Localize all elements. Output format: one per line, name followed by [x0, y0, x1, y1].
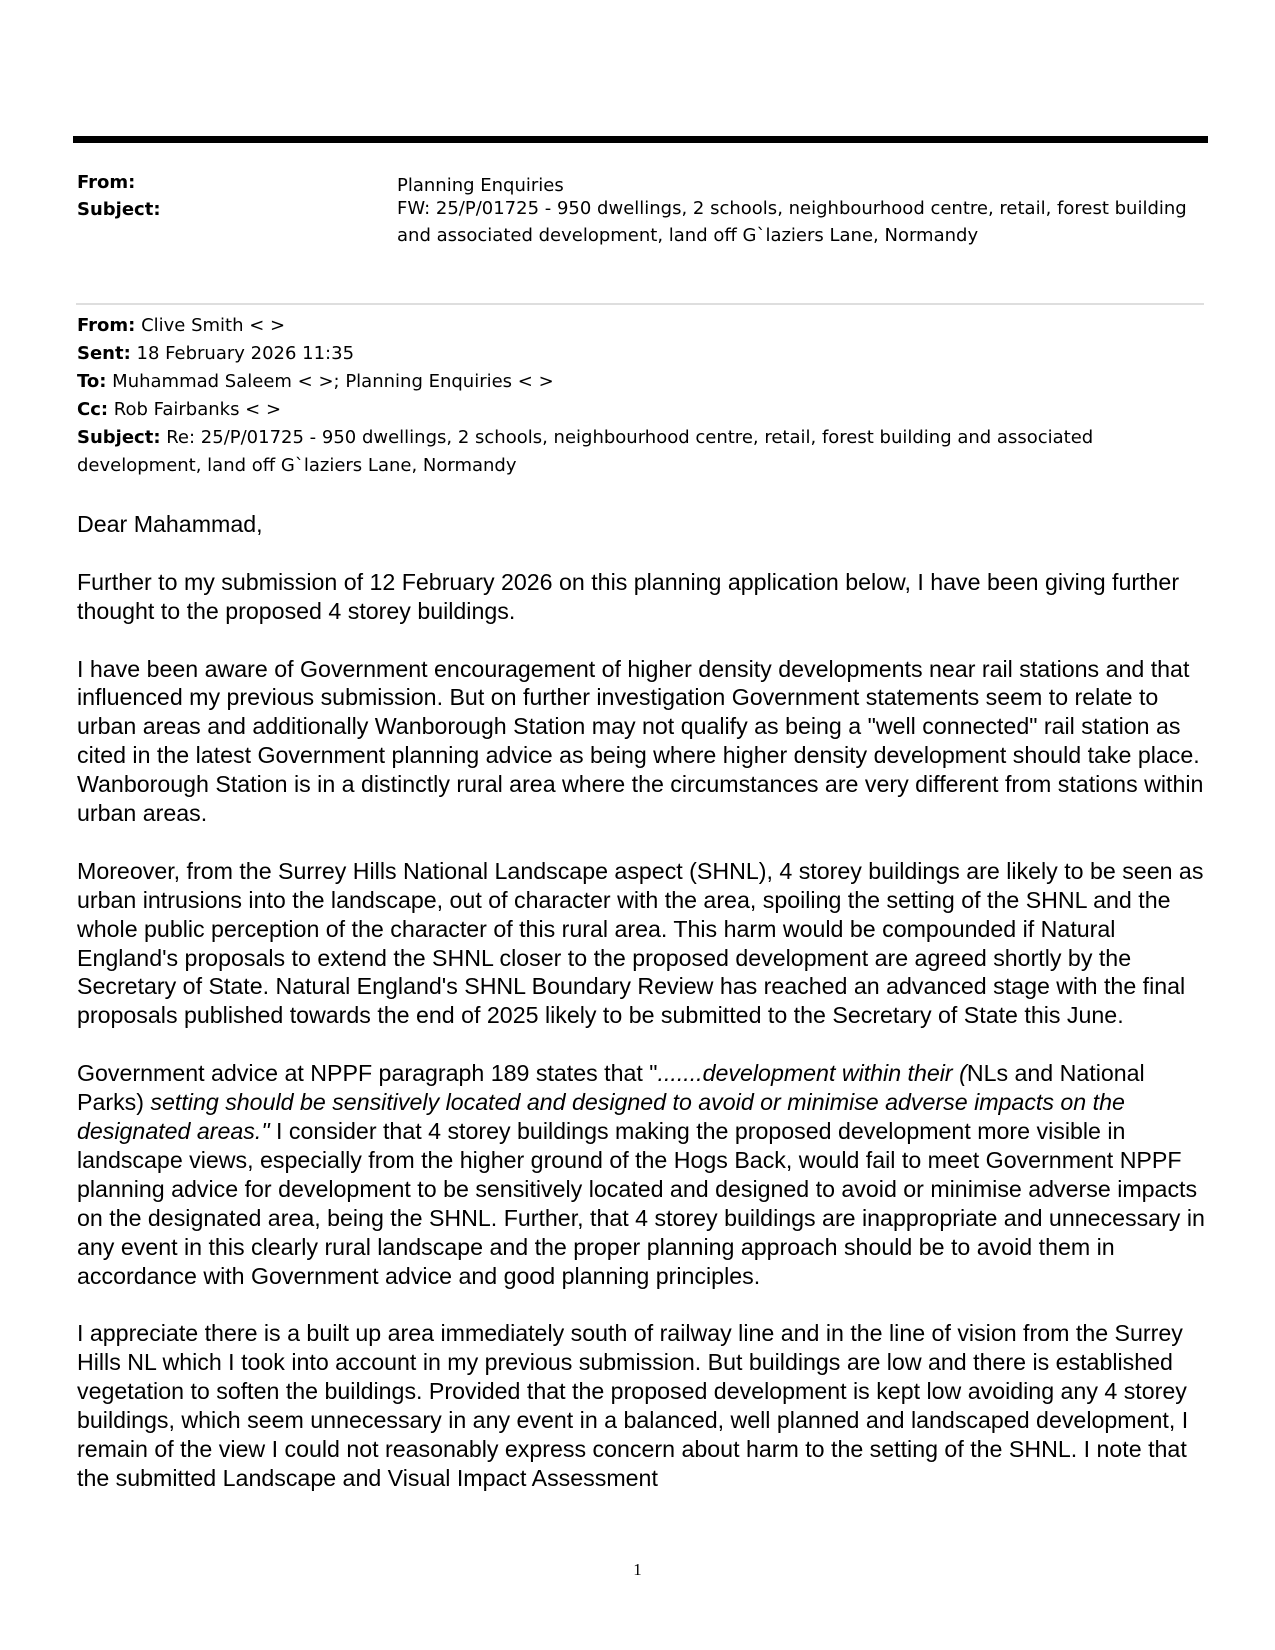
forwarded-subject-line [77, 424, 1207, 480]
paragraph-5: I appreciate there is a built up area immediately south of railway line and in the line of vision from the Surrey Hills NL which I took into account in my previous submission. But buildings are low and there is established vegetation to soften the buildings. Provided that the proposed development is kept low avoiding any 4 storey buildings, which seem unnecessary in any event in a balanced, well planned and landscaped development, I remain of the view I could not reasonably express concern about harm to the setting of the SHNL. I note that the submitted Landscape and Visual Impact Assessment [77, 1320, 1189, 1491]
forwarded-subject-value: Re: 25/P/01725 - 950 dwellings, 2 schools, neighbourhood centre, retail, forest building and associated development, land off G`laziers Lane, Normandy [77, 427, 1094, 476]
header-from-label: From: [77, 172, 136, 193]
forwarded-cc-line [77, 396, 1207, 424]
paragraph-4-intro: Government advice at NPPF paragraph 189 states that " [77, 1060, 658, 1087]
paragraph-3: Moreover, from the Surrey Hills National Landscape aspect (SHNL), 4 storey buildings are likely to be seen as urban intrusions into the landscape, out of character with the area, spoiling the setting of the SHNL and the whole public perception of the character of this rural area. This harm would be compounded if Natural England's proposals to extend the SHNL closer to the proposed development are agreed shortly by the Secretary of State. Natural England's SHNL Boundary Review has reached an advanced stage with the final proposals published towards the end of 2025 likely to be submitted to the Secretary of State this June. [77, 857, 1204, 1029]
header-subject-value: FW: 25/P/01725 - 950 dwellings, 2 schools, neighbourhood centre, retail, forest building and associated development, land off G`laziers Lane, Normandy [397, 198, 1187, 246]
forwarded-sent-value: 18 February 2026 11:35 [130, 343, 355, 364]
forwarded-sent-label: Sent: [77, 343, 131, 364]
paragraph-4-quote-end: setting should be sensitively located and designed to avoid or minimise adverse impacts on the designated areas." [77, 1089, 1125, 1144]
forwarded-message-header [77, 312, 1207, 480]
forwarded-sent-line [77, 340, 1207, 368]
forwarded-cc-label: Cc: [77, 399, 109, 420]
forwarded-cc-value: Rob Fairbanks < > [108, 399, 282, 420]
header-separator [76, 303, 1204, 305]
header-from-value: Planning Enquiries [397, 175, 564, 196]
paragraph-4-quote-start: .......development within their ( [657, 1060, 967, 1087]
forwarded-subject-label: Subject: [77, 427, 161, 448]
page-number: 1 [633, 1560, 642, 1579]
header-subject-label: Subject: [77, 199, 161, 220]
forwarded-to-value: Muhammad Saleem < >; Planning Enquiries < > [106, 371, 554, 392]
forwarded-from-label: From: [77, 315, 136, 336]
paragraph-2: I have been aware of Government encouragement of higher density developments near rail stations and that influenced my previous submission. But on further investigation Government statements seem to relate to urban areas and additionally Wanborough Station may not qualify as being a "well connected" rail station as cited in the latest Government planning advice as being where higher density development should take place. Wanborough Station is in a distinctly rural area where the circumstances are very different from stations within urban areas. [77, 655, 1204, 827]
forwarded-from-value: Clive Smith < > [135, 315, 286, 336]
paragraph-4 [77, 1059, 1217, 1290]
greeting: Dear Mahammad, [77, 511, 263, 537]
paragraph-4-rest: I consider that 4 storey buildings making the proposed development more visible in landscape views, especially from the higher ground of the Hogs Back, would fail to meet Government NPPF planning advice for development to be sensitively located and designed to avoid or minimise adverse impacts on the designated area, being the SHNL. Further, that 4 storey buildings are inappropriate and unnecessary in any event in this clearly rural landscape and the proper planning approach should be to avoid them in accordance with Government advice and good planning principles. [77, 1117, 1205, 1289]
paragraph-4-parenthetical: NLs and National Parks) [77, 1060, 1145, 1116]
header-rule [73, 136, 1208, 143]
paragraph-1: Further to my submission of 12 February 2026 on this planning application below, I have been giving further thought to the proposed 4 storey buildings. [77, 568, 1180, 624]
email-body [77, 510, 1217, 1522]
forwarded-from-line [77, 312, 1207, 340]
forwarded-to-label: To: [77, 371, 107, 392]
forwarded-to-line [77, 368, 1207, 396]
